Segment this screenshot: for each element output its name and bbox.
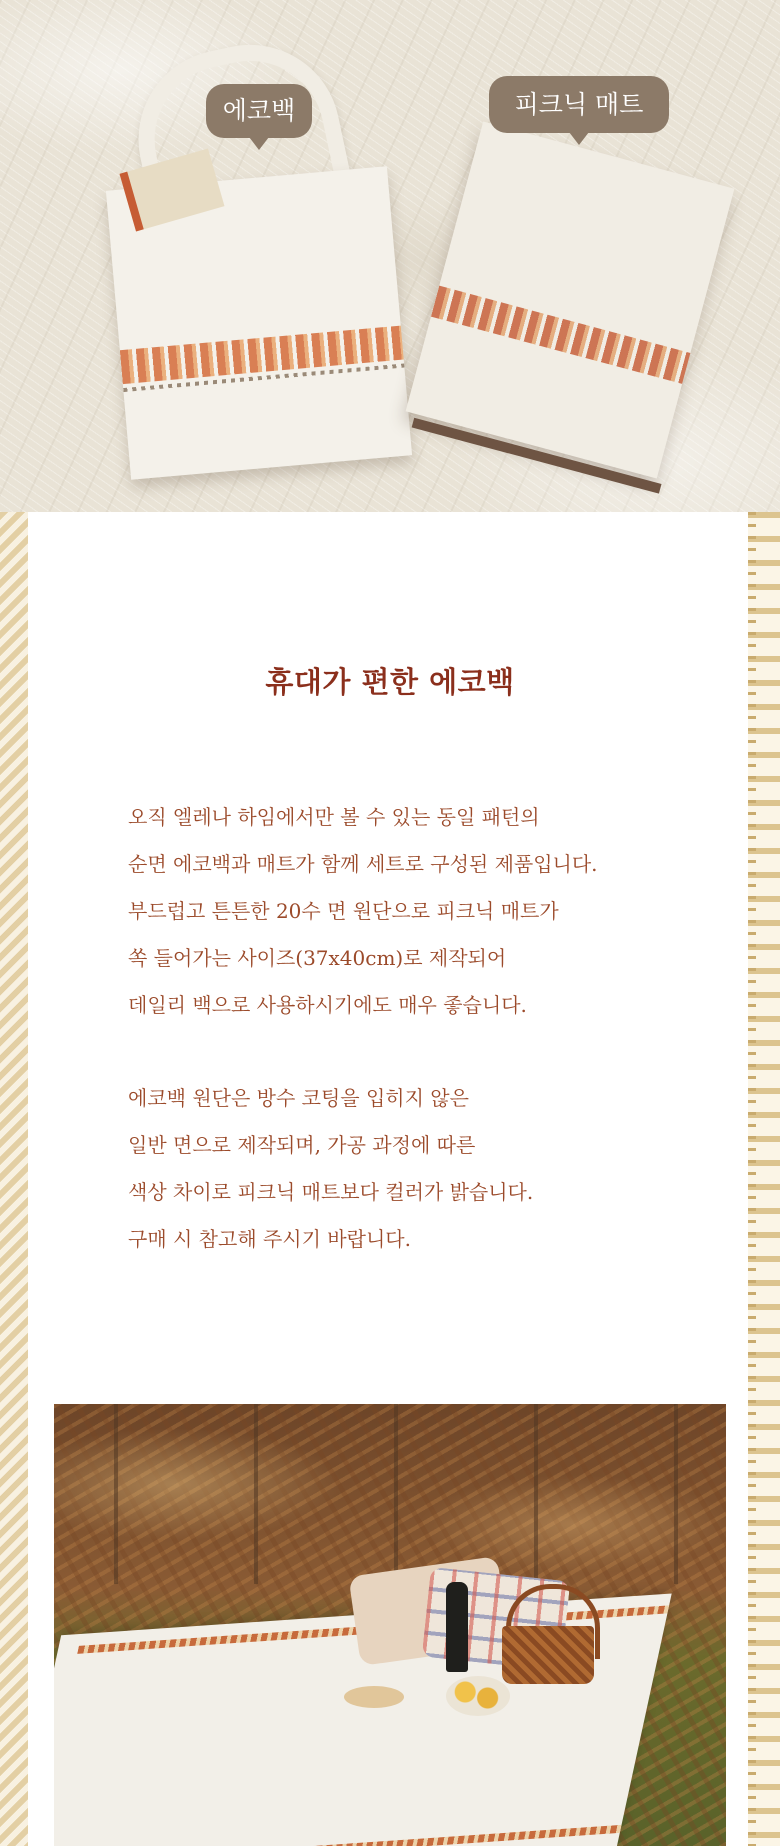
- mat-folded-edge: [412, 418, 662, 494]
- paragraph2-line: 일반 면으로 제작되며, 가공 과정에 따른: [128, 1133, 476, 1157]
- wicker-basket: [502, 1626, 594, 1684]
- description-paragraph-1: [128, 794, 688, 1029]
- section-headline: 휴대가 편한 에코백: [265, 665, 515, 699]
- picnic-mat-label-bubble: 피크닉 매트: [489, 76, 669, 133]
- snack-plate: [344, 1686, 404, 1708]
- fruit-net-bag: [446, 1676, 510, 1716]
- paragraph1-line: 순면 에코백과 매트가 함께 세트로 구성된 제품입니다.: [128, 852, 598, 876]
- paragraph1-line: 쏙 들어가는 사이즈(37x40cm)로 제작되어: [128, 946, 507, 970]
- product-photo-ecobag-and-mat: [0, 0, 780, 512]
- ecobag-label-bubble: 에코백: [206, 84, 312, 138]
- wine-bottle: [446, 1582, 468, 1672]
- paragraph2-line: 구매 시 참고해 주시기 바랍니다.: [128, 1227, 411, 1251]
- paragraph1-line: 부드럽고 튼튼한 20수 면 원단으로 피크닉 매트가: [128, 899, 559, 923]
- left-border-strip: [0, 512, 28, 1846]
- paragraph2-line: 에코백 원단은 방수 코팅을 입히지 않은: [128, 1086, 469, 1110]
- tree-trunks: [54, 1404, 726, 1584]
- mat-pattern-band: [431, 286, 690, 384]
- picnic-scene-photo: [54, 1404, 726, 1846]
- right-border-strip: [748, 512, 780, 1846]
- paragraph2-line: 색상 차이로 피크닉 매트보다 컬러가 밝습니다.: [128, 1180, 534, 1204]
- picnic-mat-image: [406, 121, 735, 478]
- mat-border-band-bottom: [54, 1825, 622, 1846]
- paragraph1-line: 오직 엘레나 하임에서만 볼 수 있는 동일 패턴의: [128, 805, 540, 829]
- description-paragraph-2: [128, 1075, 688, 1263]
- paragraph1-line: 데일리 백으로 사용하시기에도 매우 좋습니다.: [128, 993, 527, 1017]
